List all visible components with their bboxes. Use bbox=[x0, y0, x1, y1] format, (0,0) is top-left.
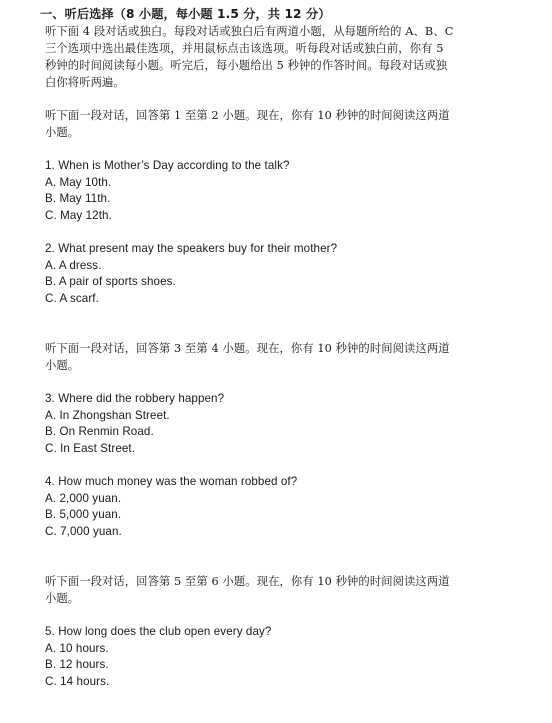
question-stem: 1. When is Mother’s Day according to the talk? bbox=[45, 159, 290, 172]
option-a[interactable]: A. May 10th. bbox=[45, 176, 112, 189]
group-intro: 小题。 bbox=[45, 592, 80, 605]
question-stem: 5. How long does the club open every day? bbox=[45, 625, 272, 638]
group-intro: 听下面一段对话，回答第 5 至第 6 小题。现在，你有 10 秒钟的时间阅读这两道 bbox=[45, 575, 450, 588]
group-intro: 小题。 bbox=[45, 126, 80, 139]
option-c[interactable]: C. May 12th. bbox=[45, 209, 112, 222]
option-c[interactable]: C. In East Street. bbox=[45, 442, 136, 455]
option-b[interactable]: B. 5,000 yuan. bbox=[45, 508, 122, 521]
instruction-line: 听下面 4 段对话或独白。每段对话或独白后有两道小题，从每题所给的 A、B、C bbox=[45, 25, 454, 38]
option-c[interactable]: C. A scarf. bbox=[45, 292, 99, 305]
instruction-line: 秒钟的时间阅读每小题。听完后，每小题给出 5 秒钟的作答时间。每段对话或独 bbox=[45, 59, 448, 72]
option-b[interactable]: B. A pair of sports shoes. bbox=[45, 275, 176, 288]
instruction-line: 三个选项中选出最佳选项，并用鼠标点击该选项。听每段对话或独白前，你有 5 bbox=[45, 42, 444, 55]
option-a[interactable]: A. 10 hours. bbox=[45, 642, 109, 655]
option-a[interactable]: A. In Zhongshan Street. bbox=[45, 409, 170, 422]
group-intro: 听下面一段对话，回答第 1 至第 2 小题。现在，你有 10 秒钟的时间阅读这两道 bbox=[45, 109, 450, 122]
section-title: 一、听后选择（8 小题，每小题 1.5 分，共 12 分） bbox=[40, 7, 331, 21]
option-a[interactable]: A. 2,000 yuan. bbox=[45, 492, 122, 505]
instruction-line: 白你将听两遍。 bbox=[45, 76, 125, 89]
group-intro: 听下面一段对话，回答第 3 至第 4 小题。现在，你有 10 秒钟的时间阅读这两道 bbox=[45, 342, 450, 355]
question-stem: 4. How much money was the woman robbed of? bbox=[45, 475, 298, 488]
option-c[interactable]: C. 7,000 yuan. bbox=[45, 525, 122, 538]
question-stem: 3. Where did the robbery happen? bbox=[45, 392, 225, 405]
option-c[interactable]: C. 14 hours. bbox=[45, 675, 110, 688]
option-a[interactable]: A. A dress. bbox=[45, 259, 102, 272]
option-b[interactable]: B. May 11th. bbox=[45, 192, 111, 205]
option-b[interactable]: B. 12 hours. bbox=[45, 658, 109, 671]
option-b[interactable]: B. On Renmin Road. bbox=[45, 425, 154, 438]
group-intro: 小题。 bbox=[45, 359, 80, 372]
question-stem: 2. What present may the speakers buy for their mother? bbox=[45, 242, 338, 255]
